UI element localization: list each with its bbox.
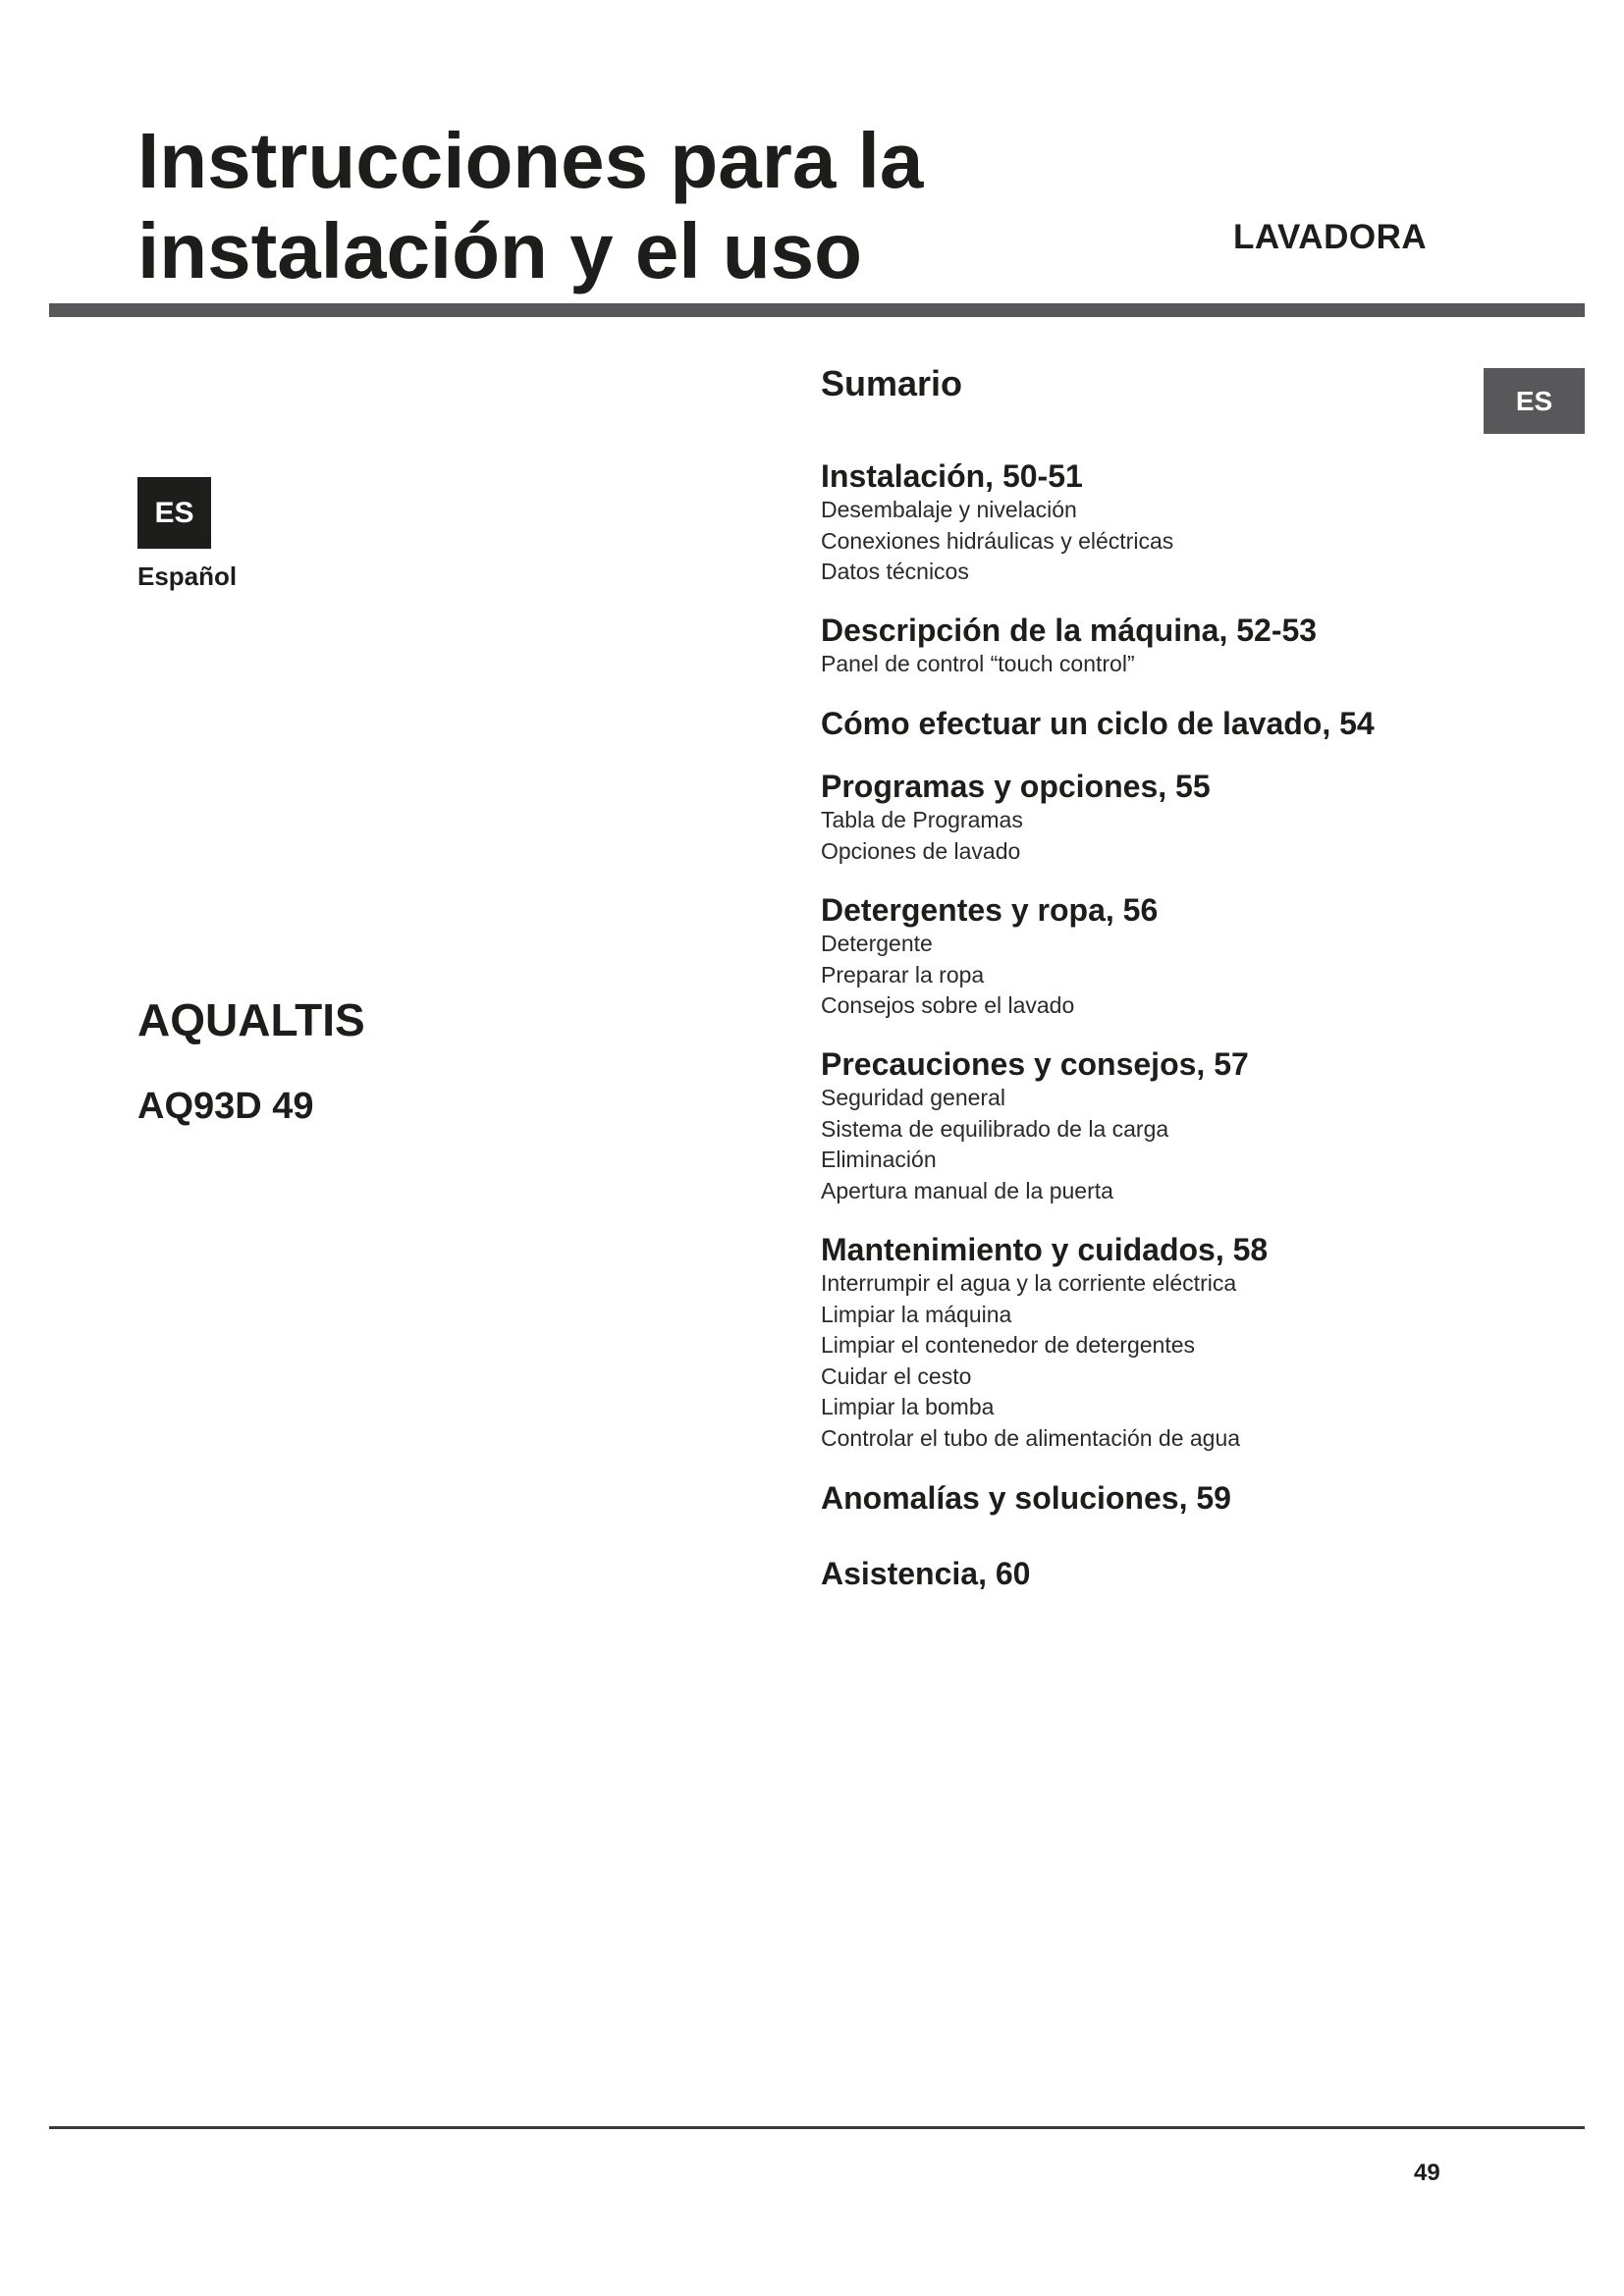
product-model: AQ93D 49 bbox=[137, 1086, 314, 1127]
toc-item: Conexiones hidráulicas y eléctricas bbox=[821, 527, 1174, 554]
document-title bbox=[137, 116, 923, 296]
toc-section bbox=[821, 705, 1528, 742]
language-name: Español bbox=[137, 561, 238, 591]
toc-section bbox=[821, 891, 1528, 1022]
header-divider bbox=[49, 303, 1585, 317]
toc-section bbox=[821, 768, 1528, 867]
toc-item: Limpiar el contenedor de detergentes bbox=[821, 1332, 1196, 1358]
toc-item: Controlar el tubo de alimentación de agua bbox=[821, 1424, 1241, 1451]
toc-item: Sistema de equilibrado de la carga bbox=[821, 1115, 1169, 1142]
document-title-line-2: instalación y el uso bbox=[137, 207, 863, 294]
toc-item: Apertura manual de la puerta bbox=[821, 1177, 1113, 1203]
toc-section bbox=[821, 612, 1528, 680]
toc-section-title: Anomalías y soluciones, 59 bbox=[821, 1480, 1231, 1516]
toc-section-title: Mantenimiento y cuidados, 58 bbox=[821, 1232, 1269, 1267]
document-title-line-1: Instrucciones para la bbox=[137, 117, 924, 204]
toc-section-title: Descripción de la máquina, 52-53 bbox=[821, 613, 1318, 648]
toc-section bbox=[821, 1231, 1528, 1454]
footer-divider bbox=[49, 2126, 1585, 2129]
toc-section bbox=[821, 457, 1528, 588]
product-brand: AQUALTIS bbox=[137, 994, 365, 1045]
toc-section bbox=[821, 1555, 1528, 1592]
product-type: LAVADORA bbox=[1233, 218, 1428, 256]
toc-item: Panel de control “touch control” bbox=[821, 651, 1135, 676]
toc-item: Limpiar la máquina bbox=[821, 1301, 1012, 1327]
toc-section-title: Programas y opciones, 55 bbox=[821, 769, 1211, 804]
toc-item: Preparar la ropa bbox=[821, 961, 985, 988]
toc-item: Datos técnicos bbox=[821, 559, 969, 584]
toc-section bbox=[821, 1045, 1528, 1206]
toc-item: Cuidar el cesto bbox=[821, 1362, 972, 1389]
toc-item: Consejos sobre el lavado bbox=[821, 992, 1075, 1018]
toc-item: Seguridad general bbox=[821, 1085, 1005, 1110]
toc-section-title: Cómo efectuar un ciclo de lavado, 54 bbox=[821, 706, 1375, 741]
toc-section-title: Detergentes y ropa, 56 bbox=[821, 892, 1159, 928]
toc-section-title: Asistencia, 60 bbox=[821, 1556, 1031, 1591]
toc-section bbox=[821, 1479, 1528, 1517]
toc-section-title: Instalación, 50-51 bbox=[821, 458, 1083, 494]
language-tab: ES bbox=[1484, 368, 1585, 434]
toc-section-title: Precauciones y consejos, 57 bbox=[821, 1046, 1249, 1082]
toc-item: Opciones de lavado bbox=[821, 837, 1021, 864]
page-number: 49 bbox=[1414, 2160, 1440, 2186]
toc-item: Detergente bbox=[821, 931, 933, 956]
toc-item: Desembalaje y nivelación bbox=[821, 497, 1077, 522]
toc-heading: Sumario bbox=[821, 363, 963, 403]
toc-item: Interrumpir el agua y la corriente eléctrica bbox=[821, 1270, 1237, 1296]
toc-item: Limpiar la bomba bbox=[821, 1394, 995, 1419]
language-badge: ES bbox=[137, 477, 211, 549]
toc-item: Tabla de Programas bbox=[821, 807, 1023, 832]
toc-item: Eliminación bbox=[821, 1147, 937, 1172]
